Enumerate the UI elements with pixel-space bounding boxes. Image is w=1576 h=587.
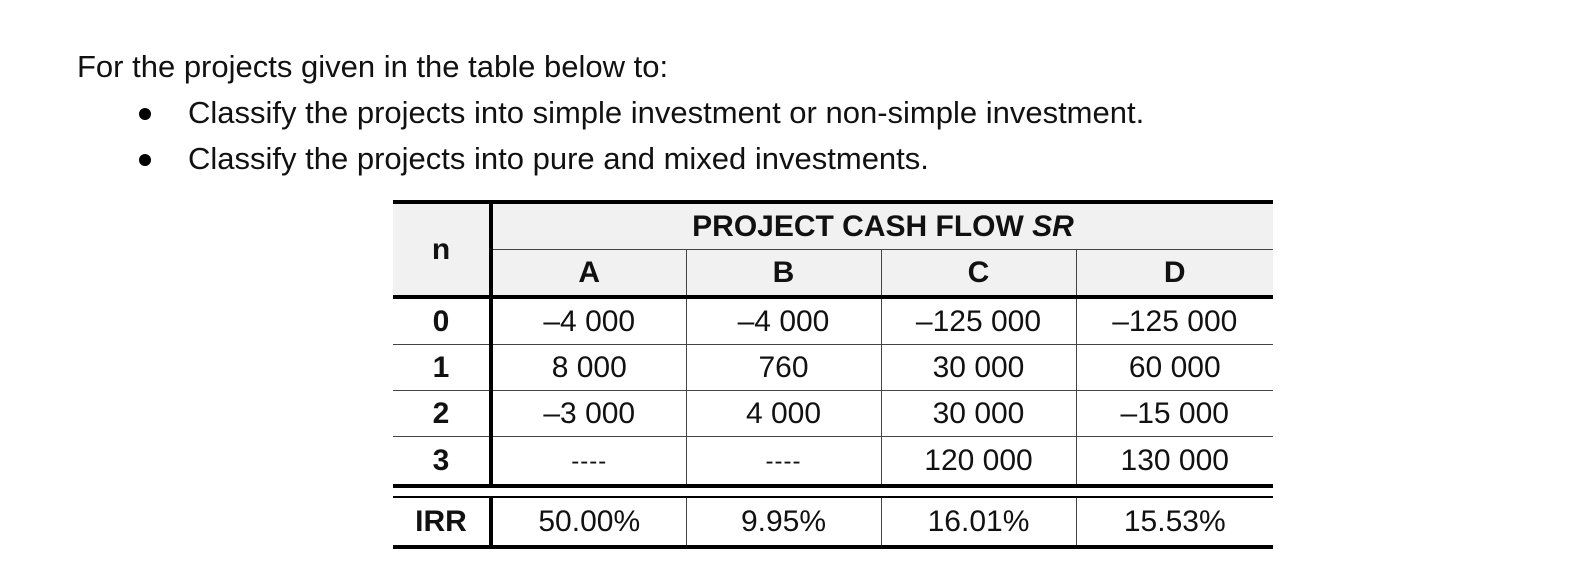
irr-cell: 9.95%: [686, 497, 881, 547]
table-title: [491, 202, 1273, 250]
cash-flow-cell: [686, 437, 881, 487]
table-title-text: PROJECT CASH FLOW: [692, 210, 1024, 243]
cash-flow-cell: –4 000: [491, 297, 686, 345]
cash-flow-cell: 60 000: [1076, 345, 1273, 391]
irr-cell: 15.53%: [1076, 497, 1273, 547]
cash-flow-cell: 8 000: [491, 345, 686, 391]
cash-flow-cell: 4 000: [686, 391, 881, 437]
cash-flow-cell: 30 000: [881, 345, 1076, 391]
bullet-icon: [139, 154, 151, 166]
empty-cell-dashes: ----: [765, 448, 802, 475]
table-row: [393, 297, 1273, 345]
instruction-text: Classify the projects into pure and mixed investments.: [188, 141, 929, 176]
irr-row: [393, 497, 1273, 547]
double-rule: [393, 486, 1273, 497]
table-row: [393, 437, 1273, 487]
instruction-list: [0, 90, 1576, 182]
cash-flow-cell: 120 000: [881, 437, 1076, 487]
period-cell: 1: [393, 345, 491, 391]
period-cell: 0: [393, 297, 491, 345]
cash-flow-cell: –15 000: [1076, 391, 1273, 437]
column-header-d: D: [1076, 250, 1273, 298]
period-cell: 2: [393, 391, 491, 437]
irr-label: IRR: [393, 497, 491, 547]
intro-text: For the projects given in the table below to:: [77, 49, 669, 84]
cash-flow-table: [393, 200, 1273, 549]
cash-flow-cell: [491, 437, 686, 487]
bullet-icon: [139, 108, 151, 120]
column-header-b: B: [686, 250, 881, 298]
cash-flow-cell: –3 000: [491, 391, 686, 437]
column-header-a: A: [491, 250, 686, 298]
period-header: n: [393, 202, 491, 297]
instruction-item: [0, 136, 1576, 182]
currency-unit: SR: [1032, 210, 1074, 243]
empty-cell-dashes: ----: [571, 448, 608, 475]
instruction-item: [0, 90, 1576, 136]
cash-flow-cell: –125 000: [1076, 297, 1273, 345]
cash-flow-cell: –4 000: [686, 297, 881, 345]
period-cell: 3: [393, 437, 491, 487]
cash-flow-cell: 30 000: [881, 391, 1076, 437]
cash-flow-cell: –125 000: [881, 297, 1076, 345]
double-rule-cell: [393, 486, 1273, 497]
table-row: [393, 345, 1273, 391]
instruction-text: Classify the projects into simple investment or non-simple investment.: [188, 95, 1145, 130]
table-row: [393, 391, 1273, 437]
irr-cell: 50.00%: [491, 497, 686, 547]
cash-flow-cell: 130 000: [1076, 437, 1273, 487]
irr-cell: 16.01%: [881, 497, 1076, 547]
cash-flow-cell: 760: [686, 345, 881, 391]
column-header-c: C: [881, 250, 1076, 298]
